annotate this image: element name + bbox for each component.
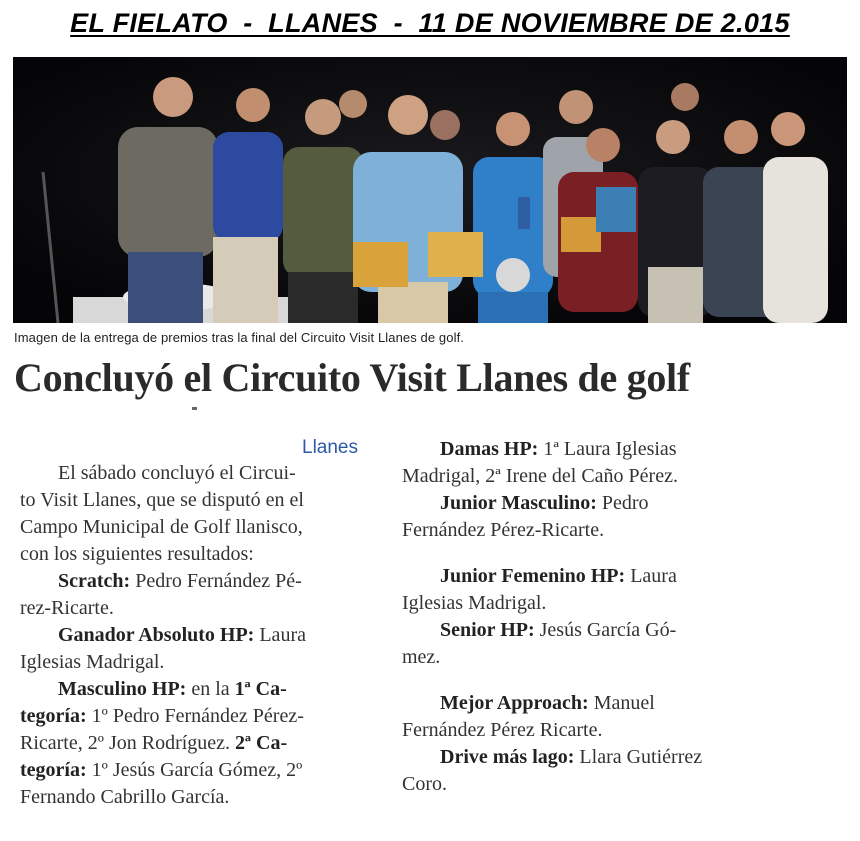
spacer xyxy=(402,671,747,690)
result-text: Pedro xyxy=(596,492,649,514)
result-label: tegoría: xyxy=(20,759,87,781)
dateline: Llanes xyxy=(302,437,358,458)
masthead-text: EL FIELATO - LLANES - 11 DE NOVIEMBRE DE 2.015 xyxy=(70,8,790,38)
article-column-1 xyxy=(20,436,360,811)
result-label: Scratch: xyxy=(58,570,131,592)
result-text: Iglesias Madrigal. xyxy=(402,592,547,614)
result-text: Laura xyxy=(625,565,677,587)
result-label: 2ª Ca- xyxy=(235,732,288,754)
spacer xyxy=(402,544,747,563)
article-column-2 xyxy=(402,436,747,798)
result-label: Junior Masculino: xyxy=(440,492,597,514)
result-text: Ricarte, 2º Jon Rodríguez. xyxy=(20,732,236,754)
result-text: Madrigal, 2ª Irene del Caño Pérez. xyxy=(402,465,678,487)
headline-mark xyxy=(192,407,197,410)
result-senior xyxy=(402,617,747,671)
intro-line: El sábado concluyó el Circui- xyxy=(58,462,296,484)
intro-paragraph xyxy=(20,460,360,568)
result-text: 1ª Laura Iglesias xyxy=(538,438,677,460)
result-text: mez. xyxy=(402,646,441,668)
result-scratch xyxy=(20,568,360,622)
result-text: Coro. xyxy=(402,773,447,795)
result-label: Masculino HP: xyxy=(58,678,187,700)
result-label: Damas HP: xyxy=(440,438,539,460)
award-photo xyxy=(13,57,847,323)
result-label: tegoría: xyxy=(20,705,87,727)
headline: Concluyó el Circuito Visit Llanes de golf xyxy=(14,355,690,400)
intro-line: Campo Municipal de Golf llanisco, xyxy=(20,516,303,538)
result-drive xyxy=(402,744,747,798)
result-text: Llara Gutiérrez xyxy=(574,746,703,768)
result-text: Fernando Cabrillo García. xyxy=(20,786,230,808)
masthead xyxy=(0,8,860,39)
result-approach xyxy=(402,690,747,744)
result-text: Fernández Pérez Ricarte. xyxy=(402,719,603,741)
result-label: Drive más lago: xyxy=(440,746,575,768)
result-label: Ganador Absoluto HP: xyxy=(58,624,255,646)
result-label: Senior HP: xyxy=(440,619,535,641)
result-text: Fernández Pérez-Ricarte. xyxy=(402,519,605,541)
result-text: Iglesias Madrigal. xyxy=(20,651,165,673)
photo-caption: Imagen de la entrega de premios tras la final del Circuito Visit Llanes de golf. xyxy=(14,330,465,345)
intro-line: con los siguientes resultados: xyxy=(20,543,254,565)
result-damas xyxy=(402,436,747,490)
result-text: 1º Pedro Fernández Pérez- xyxy=(86,705,304,727)
result-ganador xyxy=(20,622,360,676)
result-text: en la xyxy=(186,678,235,700)
result-text: Manuel xyxy=(588,692,655,714)
result-label: Junior Femenino HP: xyxy=(440,565,626,587)
result-text: Jesús García Gó- xyxy=(534,619,677,641)
result-text: Laura xyxy=(254,624,306,646)
intro-line: to Visit Llanes, que se disputó en el xyxy=(20,489,304,511)
result-junior-femenino xyxy=(402,563,747,617)
result-label: 1ª Ca- xyxy=(234,678,287,700)
result-junior-masculino xyxy=(402,490,747,544)
result-masculino xyxy=(20,676,360,811)
award-photo-icon xyxy=(13,57,847,323)
result-text: Pedro Fernández Pé- xyxy=(130,570,302,592)
result-label: Mejor Approach: xyxy=(440,692,589,714)
result-text: rez-Ricarte. xyxy=(20,597,114,619)
result-text: 1º Jesús García Gómez, 2º xyxy=(86,759,303,781)
